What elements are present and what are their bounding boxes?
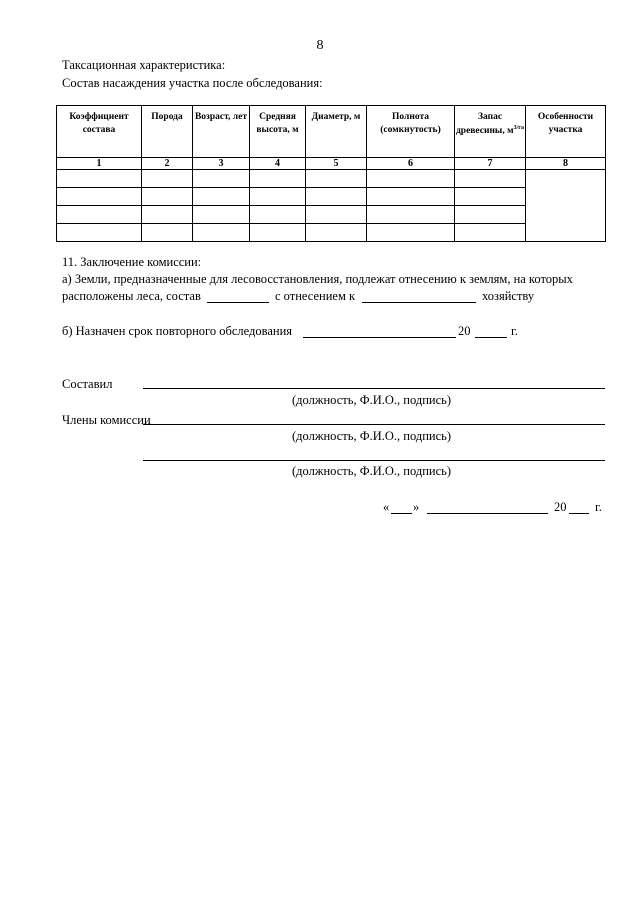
column-number: 1 [57, 158, 142, 170]
signature-caption: (должность, Ф.И.О., подпись) [292, 464, 451, 478]
table-cell[interactable] [250, 206, 306, 224]
table-row [57, 224, 606, 242]
heading-line-1: Таксационная характеристика: [62, 58, 226, 72]
column-number-row [57, 158, 606, 170]
reinspection-year-blank[interactable] [475, 337, 507, 338]
table-cell[interactable] [142, 188, 193, 206]
stand-composition-table [56, 105, 606, 242]
table-cell[interactable] [193, 224, 250, 242]
col-header: Возраст, лет [193, 106, 250, 158]
table-cell[interactable] [306, 224, 367, 242]
column-number: 7 [455, 158, 526, 170]
conclusion-a-line-2-start: расположены леса, состав [62, 289, 201, 303]
composition-blank[interactable] [207, 302, 269, 303]
table-cell[interactable] [142, 170, 193, 188]
table-row [57, 170, 606, 188]
col-header: Средняя высота, м [250, 106, 306, 158]
date-year-prefix: 20 [554, 500, 567, 514]
member-signature-line-1[interactable] [143, 424, 605, 425]
page-number: 8 [316, 38, 324, 53]
reinspection-date-blank[interactable] [303, 337, 456, 338]
column-number: 8 [526, 158, 606, 170]
conclusion-title: 11. Заключение комиссии: [62, 255, 202, 269]
table-cell[interactable] [193, 206, 250, 224]
table-cell[interactable] [193, 188, 250, 206]
date-year-suffix: г. [595, 500, 602, 514]
table-cell[interactable] [250, 170, 306, 188]
forestry-type-blank[interactable] [362, 302, 476, 303]
member-signature-line-2[interactable] [143, 460, 605, 461]
column-number: 5 [306, 158, 367, 170]
table-cell[interactable] [367, 170, 455, 188]
table-cell[interactable] [455, 224, 526, 242]
col-header: Коэффициент состава [57, 106, 142, 158]
table-cell[interactable] [57, 170, 142, 188]
date-open-quote: « [383, 500, 390, 514]
signature-caption: (должность, Ф.И.О., подпись) [292, 393, 451, 407]
table-cell[interactable] [367, 224, 455, 242]
table-cell[interactable] [142, 224, 193, 242]
date-year-blank[interactable] [569, 513, 589, 514]
heading-line-2: Состав насаждения участка после обследования: [62, 76, 323, 90]
compiled-by-signature-line[interactable] [143, 388, 605, 389]
col-header: Особенности участка [526, 106, 606, 158]
table-cell[interactable] [193, 170, 250, 188]
column-number: 3 [193, 158, 250, 170]
column-number: 6 [367, 158, 455, 170]
table-cell[interactable] [455, 206, 526, 224]
unit-superscript: 3/га [513, 124, 524, 131]
reinspection-year-prefix: 20 [458, 324, 471, 338]
table-cell[interactable] [455, 170, 526, 188]
column-number: 4 [250, 158, 306, 170]
date-day-blank[interactable] [391, 513, 412, 514]
col-header: Диаметр, м [306, 106, 367, 158]
table-cell[interactable] [306, 206, 367, 224]
table-cell[interactable] [57, 188, 142, 206]
date-month-blank[interactable] [427, 513, 548, 514]
conclusion-a-line-2-mid: с отнесением к [275, 289, 356, 303]
col-header: Порода [142, 106, 193, 158]
table-cell[interactable] [142, 206, 193, 224]
table-cell[interactable] [455, 188, 526, 206]
compiled-by-label: Составил [62, 377, 113, 391]
reinspection-year-suffix: г. [511, 324, 518, 338]
date-close-quote: » [413, 500, 420, 514]
table-cell[interactable] [367, 206, 455, 224]
col-header: Запас древесины, м [456, 112, 514, 136]
table-header-row [57, 106, 606, 158]
commission-members-label: Члены комиссии [62, 413, 151, 427]
table-cell[interactable] [57, 206, 142, 224]
col-header: Полнота (сомкнутость) [367, 106, 455, 158]
reinspection-label: б) Назначен срок повторного обследования [62, 324, 293, 338]
conclusion-a-line-2-end: хозяйству [482, 289, 535, 303]
table-cell[interactable] [250, 188, 306, 206]
table-row [57, 188, 606, 206]
table-cell[interactable] [306, 170, 367, 188]
table-row [57, 206, 606, 224]
table-cell[interactable] [306, 188, 367, 206]
column-number: 2 [142, 158, 193, 170]
table-cell[interactable] [367, 188, 455, 206]
col-header-volume [455, 106, 526, 158]
signature-caption: (должность, Ф.И.О., подпись) [292, 429, 451, 443]
table-cell[interactable] [250, 224, 306, 242]
conclusion-a-line-1: а) Земли, предназначенные для лесовосстановления, подлежат отнесению к землям, на которых [62, 272, 573, 286]
table-cell[interactable] [57, 224, 142, 242]
site-features-cell[interactable] [526, 170, 606, 242]
